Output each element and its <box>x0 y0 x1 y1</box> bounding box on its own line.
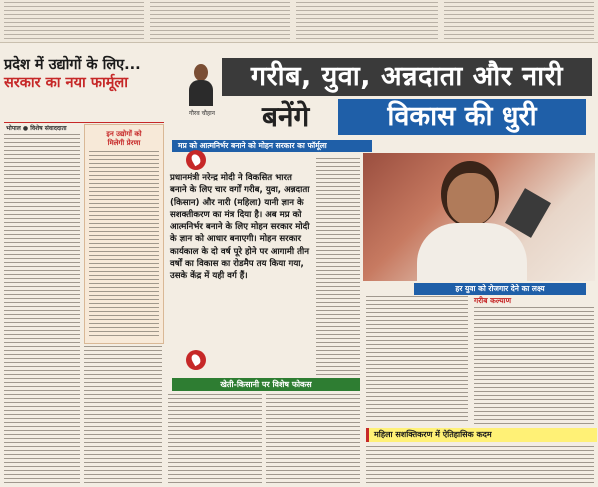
author-caption: गौरव चौहान <box>188 110 216 117</box>
sidebar-box <box>84 124 164 344</box>
newspaper-logo-icon-2 <box>186 350 206 370</box>
main-headline-line2-highlight: विकास की धुरी <box>338 99 586 135</box>
top-text-column-3 <box>296 2 438 40</box>
middle-article-body <box>316 158 360 376</box>
left-article-body-col1 <box>4 134 80 484</box>
top-text-column-1 <box>4 2 144 40</box>
sidebar-box-text <box>89 151 159 339</box>
author-photo <box>186 60 216 106</box>
garib-kalyan-title: गरीब कल्याण <box>474 296 512 305</box>
section-yuva-bar: हर युवा को रोजगार देने का लक्ष्य <box>414 283 586 295</box>
kisan-body-col2 <box>266 394 360 484</box>
main-headline-line1: गरीब, युवा, अन्नदाता और नारी <box>222 58 592 96</box>
left-article-headline <box>4 56 164 92</box>
sidebar-box-title-2: मिलेगी प्रेरणा <box>107 139 141 147</box>
left-headline-part2: सरकार का नया फार्मूला <box>4 75 128 91</box>
left-headline-divider <box>4 122 164 123</box>
top-text-column-4 <box>444 2 594 40</box>
top-text-column-2 <box>150 2 290 40</box>
section-kisan-bar: खेती-किसानी पर विशेष फोकस <box>172 378 360 391</box>
section-mahila-title: महिला सशक्तिकरण में ऐतिहासिक कदम <box>374 430 492 439</box>
yuva-section-body <box>366 296 468 424</box>
sidebar-box-title-1: इन उद्योगों को <box>106 130 142 138</box>
section-mahila-box <box>366 428 597 442</box>
mahila-section-body <box>366 446 594 484</box>
cm-photo <box>363 153 595 281</box>
subhead-bar: मप्र को आत्मनिर्भर बनाने को मोहन सरकार का फॉर्मूला <box>172 140 372 152</box>
top-article-strip <box>0 0 598 43</box>
left-article-body-col2 <box>84 346 162 484</box>
main-headline-line2-prefix: बनेंगे <box>262 100 310 133</box>
newspaper-logo-icon <box>186 150 206 170</box>
pull-quote: प्रधानमंत्री नरेन्द्र मोदी ने विकसित भारत बनाने के लिए चार वर्गों गरीब, युवा, अन्नदाता (किसान) और नारी (महिला) यानी ज्ञान के सशक्तीकरण का मंत्र दिया है। अब मप्र को आत्मनिर्भर बनाने के लिए मोहन सरकार मोदी के ज्ञान को आधार बनाएगी। मोहन सरकार कार्यकाल के दो वर्ष पूरे होने पर आगामी तीन वर्षों का विकास का रोडमैप तय किया गया, उसके केंद्र में यही वर्ग हैं। <box>170 173 310 282</box>
garib-kalyan-body <box>474 307 594 424</box>
kisan-body-col1 <box>168 394 262 484</box>
left-headline-part1: प्रदेश में उद्योगों के लिए... <box>4 57 141 73</box>
left-article-byline: भोपाल ● विशेष संवाददाता <box>6 125 67 132</box>
